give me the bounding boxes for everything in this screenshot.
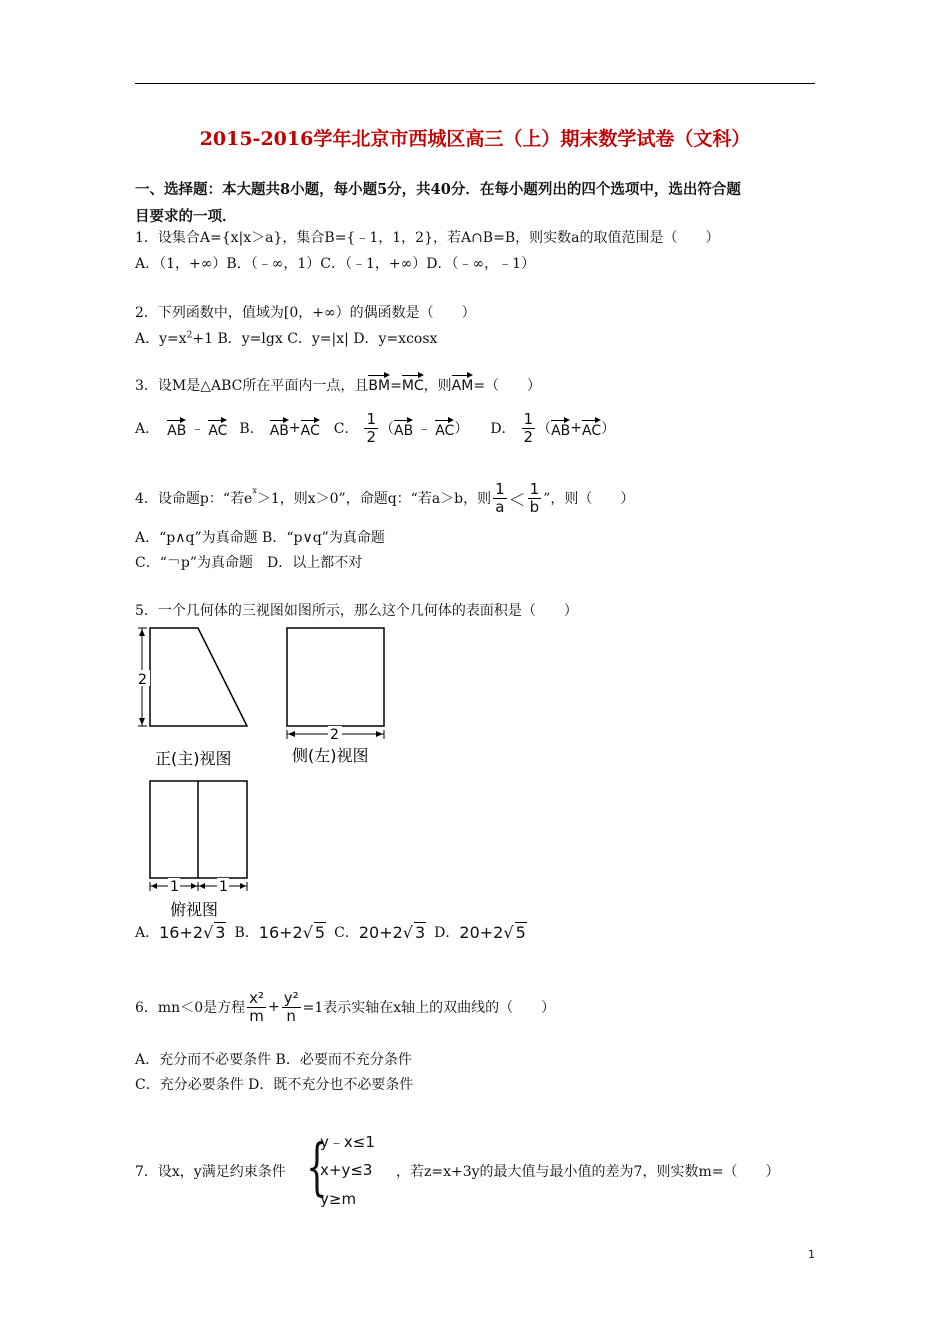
top-view-width-label-right: 1 <box>219 879 228 895</box>
q5-option-a-label: A． <box>135 925 160 941</box>
fraction-denominator: m <box>249 1006 264 1025</box>
question-5-stem: 5．一个几何体的三视图如图所示，那么这个几何体的表面积是（ ） <box>135 603 578 619</box>
sqrt-sign: √ <box>402 922 413 942</box>
front-view-height-label: 2 <box>138 672 147 688</box>
fraction-numerator: 1 <box>523 409 534 428</box>
question-5-options <box>135 922 527 942</box>
vector-ab: AB <box>167 417 186 439</box>
sqrt-sign: √ <box>302 922 313 942</box>
question-3-stem <box>135 372 541 395</box>
front-view-trapezoid <box>150 628 247 726</box>
fraction-1-over-a <box>493 481 507 516</box>
vector-ab: AB <box>551 417 570 439</box>
right-paren: ） <box>601 421 616 437</box>
top-view-width-label-left: 1 <box>170 879 179 895</box>
left-paren: （ <box>380 421 395 437</box>
left-brace: { <box>306 1130 328 1203</box>
fraction-denominator: b <box>529 497 540 516</box>
question-6-options-line1: A．充分而不必要条件 B．必要而不充分条件 <box>135 1052 412 1068</box>
q5-option-b-radicand: 5 <box>314 923 326 942</box>
top-view-label: 俯视图 <box>170 900 219 919</box>
vector-bm: BM <box>368 372 390 394</box>
constraint-1: y﹣x≤1 <box>320 1133 375 1151</box>
arrow-right-icon <box>191 883 197 889</box>
fraction-numerator: 1 <box>495 479 505 498</box>
q5-option-b-value: 16+2 <box>258 922 303 942</box>
plus-sign: + <box>570 420 583 436</box>
q2-option-a: A．y=x <box>135 331 187 347</box>
constraint-2: x+y≤3 <box>320 1161 373 1179</box>
q3-option-b-label: B． <box>239 421 264 437</box>
q5-option-b-label: B． <box>234 925 259 941</box>
fraction-one-half <box>364 411 378 446</box>
fraction-numerator: x² <box>249 988 264 1007</box>
fraction-x2-over-m <box>247 990 266 1025</box>
header-rule <box>135 83 815 84</box>
question-6-stem <box>135 984 555 1030</box>
q3-stem-mid: ，则 <box>423 378 452 394</box>
q3-stem-pre: 3．设M是△ABC所在平面内一点，且 <box>135 378 369 394</box>
arrow-left-icon <box>288 731 295 737</box>
q5-option-c-value: 20+2 <box>358 922 403 942</box>
question-4-stem <box>135 478 634 518</box>
question-3-options <box>135 410 615 446</box>
side-view-label: 侧(左)视图 <box>292 746 369 765</box>
vector-ac: AC <box>435 417 454 439</box>
arrow-right-icon <box>376 731 383 737</box>
q5-option-a-radicand: 3 <box>215 923 226 942</box>
three-view-figure <box>130 620 410 920</box>
question-2-stem: 2．下列函数中，值域为[0，+∞）的偶函数是（ ） <box>135 305 476 321</box>
vector-am: AM <box>452 372 474 394</box>
right-paren: ） <box>454 421 469 437</box>
section-heading-line2: 目要求的一项． <box>135 208 237 225</box>
q4-stem-mid: ＞1，则x＞0”，命题q：“若a＞b，则 <box>256 491 492 507</box>
fraction-numerator: 1 <box>366 409 377 428</box>
q2-option-rest: +1 B．y=lgx C．y=|x| D．y=xcosx <box>192 331 438 347</box>
fraction-denominator: a <box>495 497 505 516</box>
arrow-left-icon <box>151 883 157 889</box>
fraction-denominator: n <box>286 1006 296 1025</box>
q3-option-c-label: C． <box>333 421 359 437</box>
q3-stem-post: =（ ） <box>473 378 542 394</box>
constraint-3: y≥m <box>320 1190 357 1208</box>
q5-option-c-radicand: 3 <box>414 923 426 942</box>
q5-option-c-label: C． <box>334 925 359 941</box>
q5-option-d-value: 20+2 <box>459 922 504 942</box>
question-7-stem-pre: 7．设x，y满足约束条件 <box>135 1164 286 1180</box>
left-paren: （ <box>537 421 552 437</box>
page-title: 2015-2016学年北京市西城区高三（上）期末数学试卷（文科） <box>199 128 751 150</box>
minus-sign: ﹣ <box>417 421 432 437</box>
arrow-left-icon <box>199 883 205 889</box>
question-6-options-line2: C．充分必要条件 D．既不充分也不必要条件 <box>135 1077 414 1093</box>
q4-exponent: x <box>252 486 257 495</box>
vector-mc: MC <box>402 372 424 394</box>
q2-exponent: 2 <box>186 330 193 341</box>
less-than-sign: ＜ <box>508 490 526 511</box>
question-2-options <box>135 328 437 348</box>
fraction-numerator: y² <box>283 988 299 1007</box>
plus-sign: + <box>268 999 280 1015</box>
q3-equals: = <box>390 378 402 394</box>
q3-option-d-label: D． <box>490 421 516 437</box>
side-view-width-label: 2 <box>330 727 339 743</box>
q3-option-a-label: A． <box>135 421 160 437</box>
question-1-stem: 1．设集合A={x|x＞a}，集合B={﹣1，1，2}，若A∩B=B，则实数a的取值范围是（ ） <box>135 230 720 246</box>
fraction-one-half <box>522 411 536 446</box>
arrow-up-icon <box>139 629 145 636</box>
sqrt-sign: √ <box>203 922 214 942</box>
q6-stem-pre: 6．mn＜0是方程 <box>135 1000 246 1016</box>
vector-ab: AB <box>270 417 289 439</box>
fraction-denominator: 2 <box>523 427 534 446</box>
question-7-stem-post: ，若z=x+3y的最大值与最小值的差为7，则实数m=（ ） <box>396 1164 780 1180</box>
vector-ac: AC <box>582 417 601 439</box>
sqrt-sign: √ <box>503 922 514 942</box>
arrow-down-icon <box>139 718 145 725</box>
vector-ab: AB <box>394 417 413 439</box>
plus-sign: + <box>288 420 301 436</box>
q4-stem-pre: 4．设命题p：“若e <box>135 491 253 507</box>
q6-stem-post: =1表示实轴在x轴上的双曲线的（ ） <box>302 1000 556 1016</box>
minus-sign: ﹣ <box>190 421 205 437</box>
question-4-options-line2: C．“￢p”为真命题 D．以上都不对 <box>135 555 363 571</box>
q5-option-d-radicand: 5 <box>515 923 526 942</box>
fraction-denominator: 2 <box>366 427 377 446</box>
q5-option-d-label: D． <box>434 925 460 941</box>
question-4-options-line1: A．“p∧q”为真命题 B．“p∨q”为真命题 <box>135 530 385 546</box>
page-number: 1 <box>808 1248 815 1261</box>
q4-stem-post: ”，则（ ） <box>543 491 635 507</box>
fraction-1-over-b <box>528 481 542 516</box>
fraction-numerator: 1 <box>529 479 540 498</box>
side-view-square <box>287 628 384 726</box>
question-1-options: A．（1，+∞）B．（﹣∞，1）C．（﹣1，+∞）D．（﹣∞，﹣1） <box>135 256 536 272</box>
arrow-right-icon <box>240 883 246 889</box>
vector-ac: AC <box>301 417 320 439</box>
vector-ac: AC <box>208 417 227 439</box>
front-view-label: 正(主)视图 <box>155 749 232 768</box>
fraction-y2-over-n <box>282 990 301 1025</box>
q5-option-a-value: 16+2 <box>159 922 204 942</box>
section-heading-line1: 一、选择题：本大题共8小题，每小题5分，共40分．在每小题列出的四个选项中，选出符合题 <box>135 181 741 198</box>
